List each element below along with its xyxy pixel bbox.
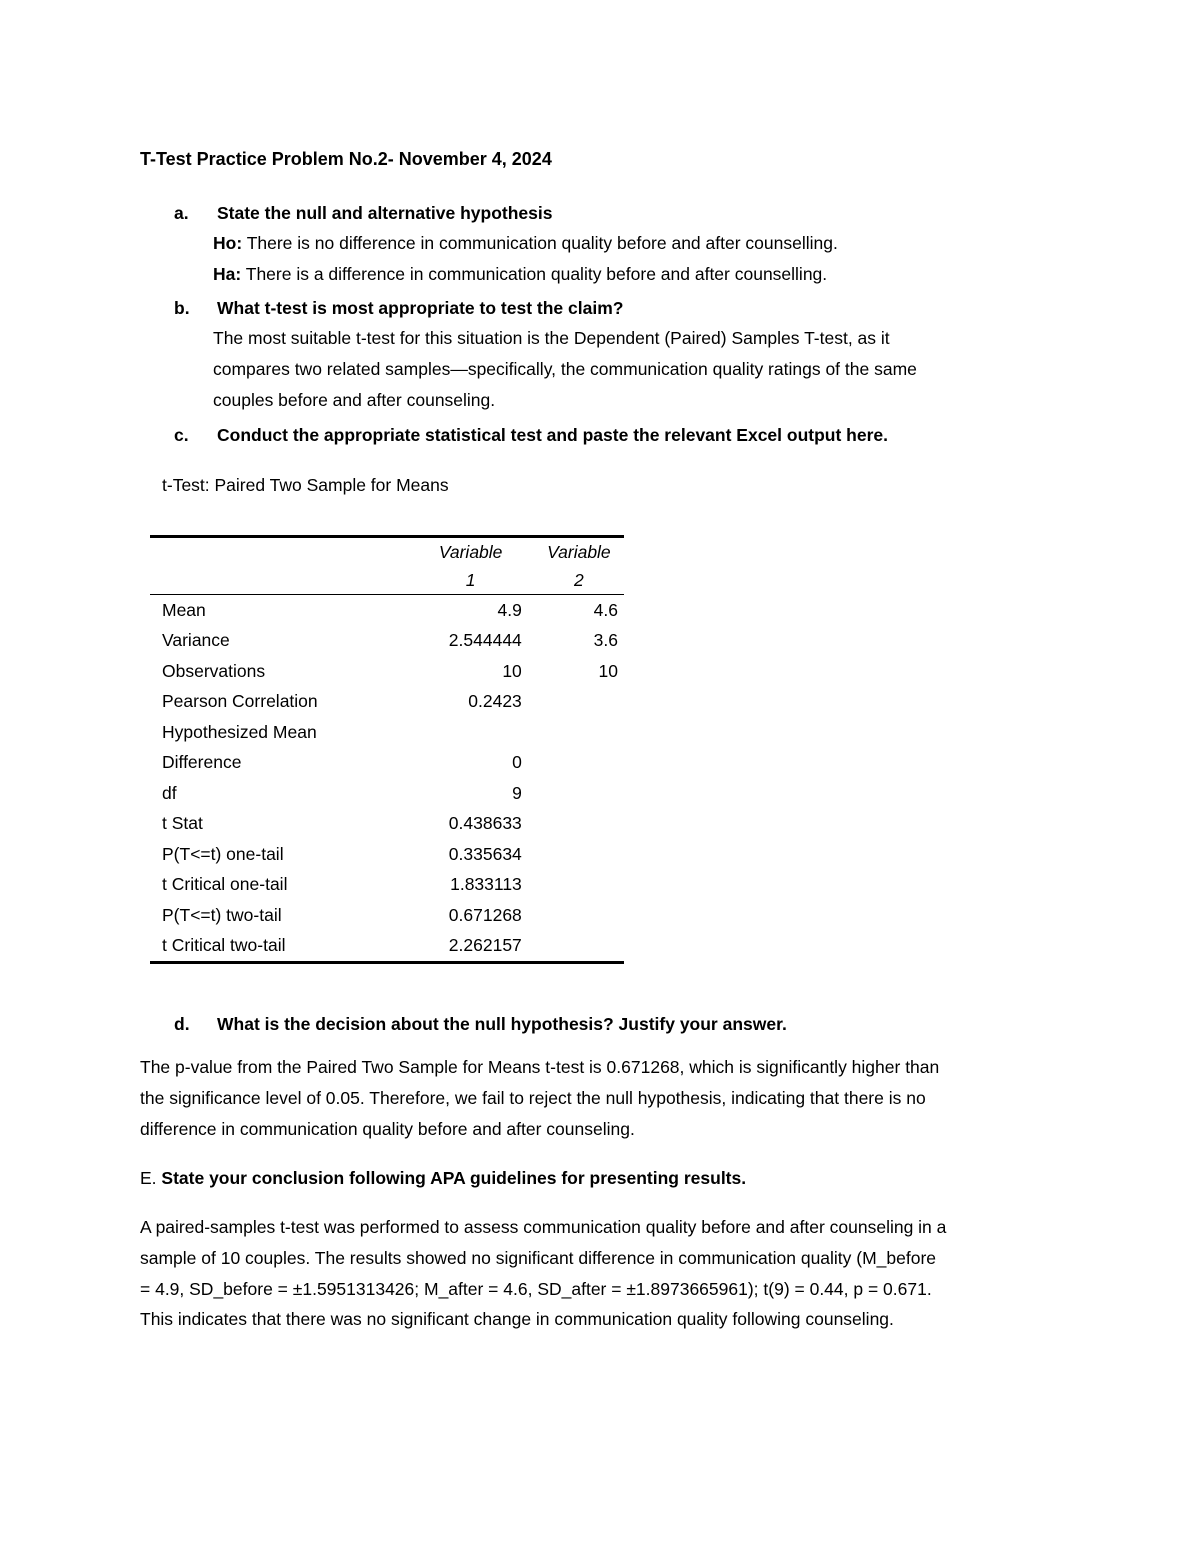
null-hypothesis-text: There is no difference in communication quality before and after counselling.	[242, 233, 838, 253]
table-row	[150, 595, 624, 626]
row-value-1: 0.335634	[448, 843, 522, 864]
header-variable-1: Variable	[438, 541, 503, 562]
table-row	[150, 656, 624, 687]
row-value-2	[528, 839, 624, 870]
question-a-letter: a.	[174, 203, 189, 223]
header-variable-1-index: 1	[407, 566, 527, 595]
table-row	[150, 717, 624, 748]
answer-b-line: The most suitable t-test for this situation is the Dependent (Paired) Samples T-test, as it	[213, 328, 890, 348]
answer-b-line: couples before and after counseling.	[213, 390, 496, 410]
table-row	[150, 870, 624, 901]
row-value-1: 0.438633	[448, 813, 522, 834]
row-label: Variance	[162, 630, 230, 651]
row-label: t Stat	[162, 813, 203, 834]
ttest-caption: t-Test: Paired Two Sample for Means	[162, 475, 449, 495]
answer-d-line: difference in communication quality before and after counseling.	[140, 1119, 635, 1139]
row-label: Difference	[162, 752, 242, 773]
question-e-text: State your conclusion following APA guidelines for presenting results.	[156, 1168, 747, 1188]
row-value-2	[528, 870, 624, 901]
row-value-1: 2.544444	[448, 630, 522, 651]
alternative-hypothesis-text: There is a difference in communication quality before and after counselling.	[241, 264, 828, 284]
row-value-1: 0.671268	[448, 904, 522, 925]
row-value-1: 1.833113	[450, 874, 522, 895]
question-d-letter: d.	[174, 1014, 190, 1034]
alternative-hypothesis	[213, 264, 827, 285]
answer-e-line: = 4.9, SD_before = ±1.5951313426; M_after = 4.6, SD_after = ±1.8973665961); t(9) = 0.44, p = 0.671.	[140, 1279, 932, 1299]
table-row	[150, 809, 624, 840]
row-label: Hypothesized Mean	[162, 721, 317, 742]
question-a-text: State the null and alternative hypothesis	[217, 203, 553, 223]
null-hypothesis-label: Ho:	[213, 233, 243, 253]
question-e	[140, 1168, 746, 1189]
document-title: T-Test Practice Problem No.2- November 4, 2024	[140, 149, 552, 169]
row-value-2	[528, 717, 624, 748]
question-b-text: What t-test is most appropriate to test the claim?	[217, 298, 624, 318]
ttest-output-table	[150, 535, 624, 964]
row-value-2: 4.6	[593, 599, 618, 620]
row-value-2	[528, 687, 624, 718]
question-c-text: Conduct the appropriate statistical test and paste the relevant Excel output here.	[217, 425, 888, 445]
alternative-hypothesis-label: Ha:	[213, 264, 242, 284]
answer-d-line: The p-value from the Paired Two Sample for Means t-test is 0.671268, which is significantly higher than	[140, 1057, 940, 1077]
header-variable-2-index: 2	[528, 566, 624, 595]
row-value-2	[528, 900, 624, 931]
answer-e-line: sample of 10 couples. The results showed no significant difference in communication quality (M_before	[140, 1248, 937, 1268]
row-value-2: 3.6	[593, 630, 618, 651]
table-header-row	[150, 566, 624, 595]
table-row	[150, 900, 624, 931]
table-row	[150, 687, 624, 718]
answer-b-line: compares two related samples—specifically, the communication quality ratings of the same	[213, 359, 917, 379]
question-e-letter: E.	[140, 1168, 157, 1188]
answer-e-line: A paired-samples t-test was performed to assess communication quality before and after counseling in a	[140, 1217, 947, 1237]
row-value-1: 10	[502, 660, 522, 681]
row-value-2	[528, 931, 624, 963]
table-row	[150, 748, 624, 779]
row-value-2: 10	[598, 660, 618, 681]
answer-d-line: the significance level of 0.05. Therefore, we fail to reject the null hypothesis, indicating that there is no	[140, 1088, 926, 1108]
question-d-text: What is the decision about the null hypothesis? Justify your answer.	[217, 1014, 787, 1034]
question-b-letter: b.	[174, 298, 190, 318]
table-row	[150, 839, 624, 870]
row-value-1: 0.2423	[468, 691, 522, 712]
row-label: t Critical two-tail	[162, 935, 286, 956]
header-variable-2: Variable	[547, 541, 611, 562]
row-value-1: 4.9	[497, 599, 522, 620]
row-value-1: 0	[512, 752, 522, 773]
row-value-2	[528, 748, 624, 779]
row-label: Pearson Correlation	[162, 691, 318, 712]
answer-e-line: This indicates that there was no significant change in communication quality following counseling.	[140, 1309, 894, 1329]
row-value-1	[407, 717, 527, 748]
row-label: t Critical one-tail	[162, 874, 288, 895]
table-row	[150, 931, 624, 963]
question-c-letter: c.	[174, 425, 189, 445]
row-label: P(T<=t) two-tail	[162, 904, 282, 925]
row-value-2	[528, 778, 624, 809]
null-hypothesis	[213, 233, 838, 254]
row-value-1: 9	[512, 782, 522, 803]
row-value-1: 2.262157	[448, 935, 522, 956]
row-value-2	[528, 809, 624, 840]
row-label: Observations	[162, 660, 266, 681]
table-row	[150, 626, 624, 657]
row-label: Mean	[162, 599, 206, 620]
row-label: P(T<=t) one-tail	[162, 843, 284, 864]
table-header-row	[150, 537, 624, 567]
table-row	[150, 778, 624, 809]
row-label: df	[162, 782, 177, 803]
